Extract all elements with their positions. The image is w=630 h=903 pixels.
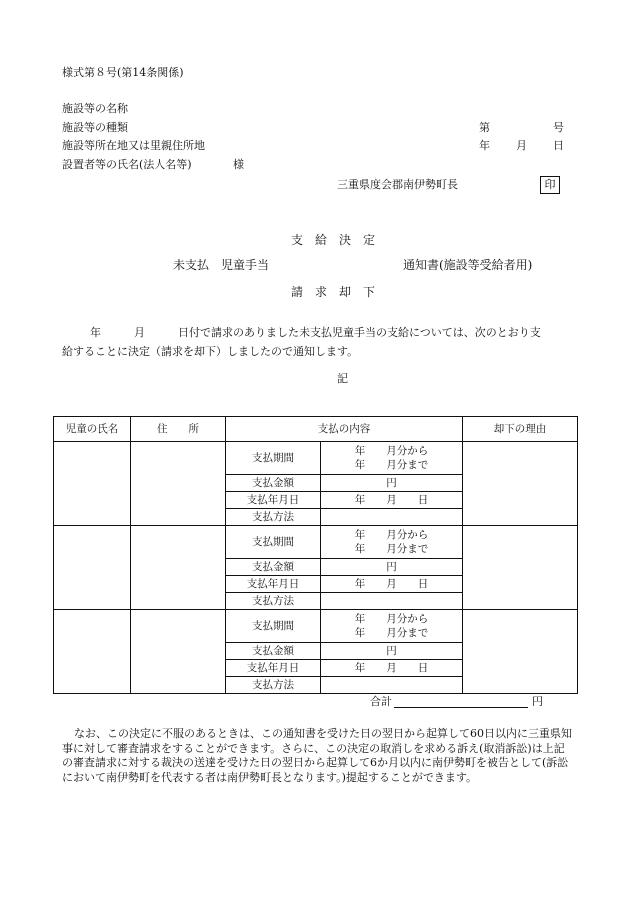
- period-to: 年 月分まで: [354, 543, 429, 555]
- cell-date-value: 年 月 日: [321, 576, 463, 593]
- facility-name-label: 施設等の名称: [62, 102, 128, 115]
- cell-amount-label: 支払金額: [226, 475, 321, 492]
- total-underline: [394, 707, 528, 708]
- header-reject-reason: 却下の理由: [463, 417, 578, 442]
- cell-period-value: [321, 526, 463, 559]
- doc-number-suffix: 号: [553, 121, 564, 134]
- cell-address: [131, 610, 226, 694]
- doc-date-year: 年: [479, 139, 490, 152]
- cell-child-name: [54, 526, 131, 610]
- cell-reject-reason: [463, 610, 578, 694]
- cell-method-value: [321, 677, 463, 694]
- cell-date-label: 支払年月日: [226, 576, 321, 593]
- cell-period-label: 支払期間: [226, 526, 321, 559]
- cell-period-label: 支払期間: [226, 610, 321, 643]
- cell-period-value: [321, 442, 463, 475]
- header-child-name: 児童の氏名: [54, 417, 131, 442]
- period-from: 年 月分から: [354, 613, 429, 625]
- cell-child-name: [54, 442, 131, 526]
- cell-address: [131, 442, 226, 526]
- title-suffix: 通知書(施設等受給者用): [403, 258, 533, 272]
- period-to: 年 月分まで: [354, 459, 429, 471]
- cell-method-value: [321, 593, 463, 610]
- title-prefix: 未支払 児童手当: [173, 258, 270, 272]
- title-grant: 支 給 決 定: [291, 233, 376, 247]
- table-row: [54, 610, 578, 643]
- cell-date-label: 支払年月日: [226, 660, 321, 677]
- payment-table: [53, 416, 578, 694]
- cell-period-value: [321, 610, 463, 643]
- header-address: 住 所: [131, 417, 226, 442]
- cell-method-value: [321, 509, 463, 526]
- cell-amount-value: 円: [321, 559, 463, 576]
- body-line-1: 年 月 日付で請求のありました未支払児童手当の支給については、次のとおり支: [90, 326, 541, 339]
- doc-date-month: 月: [516, 139, 527, 152]
- header-payment-content: 支払の内容: [226, 417, 463, 442]
- facility-type-label: 施設等の種類: [62, 121, 128, 134]
- cell-child-name: [54, 610, 131, 694]
- cell-amount-label: 支払金額: [226, 643, 321, 660]
- cell-method-label: 支払方法: [226, 509, 321, 526]
- table-header-row: [54, 417, 578, 442]
- seal-mark: 印: [540, 176, 560, 194]
- total-label: 合計: [370, 695, 392, 708]
- cell-amount-label: 支払金額: [226, 559, 321, 576]
- appeal-note: なお、この決定に不服のあるときは、この通知書を受けた日の翌日から起算して60日以内に三重県知事に対して審査請求をすることができます。さらに、この決定の取消しを求める訴え(取消訴訟)は上記の審査請求に対する裁決の送達を受けた日の翌日から起算して6か月以内に南伊勢町を被告として(訴訟において南伊勢町を代表する者は南伊勢町長となります。)提起することができます。: [62, 727, 572, 784]
- cell-method-label: 支払方法: [226, 593, 321, 610]
- facility-address-label: 施設等所在地又は里親住所地: [62, 139, 205, 152]
- period-to: 年 月分まで: [354, 627, 429, 639]
- cell-amount-value: 円: [321, 643, 463, 660]
- form-number: 様式第８号(第14条関係): [62, 66, 184, 79]
- period-from: 年 月分から: [354, 529, 429, 541]
- total-unit: 円: [532, 695, 543, 708]
- doc-number-prefix: 第: [479, 121, 490, 134]
- honorific: 様: [233, 158, 244, 171]
- cell-address: [131, 526, 226, 610]
- doc-date-day: 日: [553, 139, 564, 152]
- issuer-name: 三重県度会郡南伊勢町長: [337, 178, 458, 191]
- cell-period-label: 支払期間: [226, 442, 321, 475]
- establisher-label: 設置者等の氏名(法人名等): [62, 158, 192, 171]
- body-line-2: 給することに決定（請求を却下）しましたので通知します。: [62, 345, 359, 358]
- ki-heading: 記: [337, 372, 348, 385]
- cell-date-value: 年 月 日: [321, 660, 463, 677]
- period-from: 年 月分から: [354, 445, 429, 457]
- table-row: [54, 442, 578, 475]
- cell-method-label: 支払方法: [226, 677, 321, 694]
- cell-date-label: 支払年月日: [226, 492, 321, 509]
- title-reject: 請 求 却 下: [291, 285, 376, 299]
- cell-date-value: 年 月 日: [321, 492, 463, 509]
- table-row: [54, 526, 578, 559]
- cell-reject-reason: [463, 526, 578, 610]
- cell-reject-reason: [463, 442, 578, 526]
- cell-amount-value: 円: [321, 475, 463, 492]
